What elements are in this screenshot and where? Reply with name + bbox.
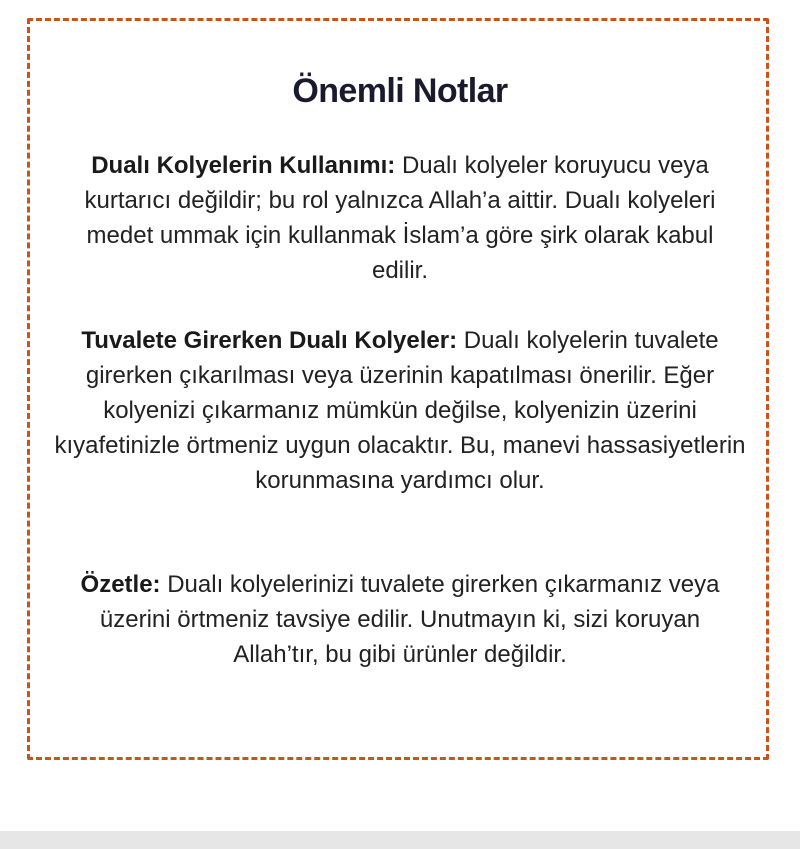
notes-title: Önemli Notlar: [292, 72, 508, 110]
note-paragraph-summary: [78, 567, 722, 672]
note-text-toilet: Dualı kolyelerin tuvalete girerken çıkarılması veya üzerinin kapatılması önerilir. Eğer kolyenizi çıkarmanız mümkün değilse, kolyenizin üzerini kıyafetinizle örtmeniz uygun olacaktır. Bu, manevi hassasiyetlerin korunmasına yardımcı olur.: [54, 327, 746, 494]
note-paragraph-usage: [72, 148, 728, 288]
note-label-usage: Dualı Kolyelerin Kullanımı:: [91, 152, 396, 179]
note-label-summary: Özetle:: [80, 571, 161, 598]
note-text-summary: Dualı kolyelerinizi tuvalete girerken çıkarmanız veya üzerini örtmeniz tavsiye edilir. Unutmayın ki, sizi koruyan Allah’tır, bu gibi ürünler değildir.: [99, 571, 720, 668]
note-label-toilet: Tuvalete Girerken Dualı Kolyeler:: [81, 327, 458, 354]
note-text-usage: Dualı kolyeler koruyucu veya kurtarıcı değildir; bu rol yalnızca Allah’a aittir. Dualı kolyeleri medet ummak için kullanmak İslam’a göre şirk olarak kabul edilir.: [84, 152, 716, 284]
note-paragraph-toilet: [54, 323, 746, 498]
footer-strip: [0, 831, 800, 849]
